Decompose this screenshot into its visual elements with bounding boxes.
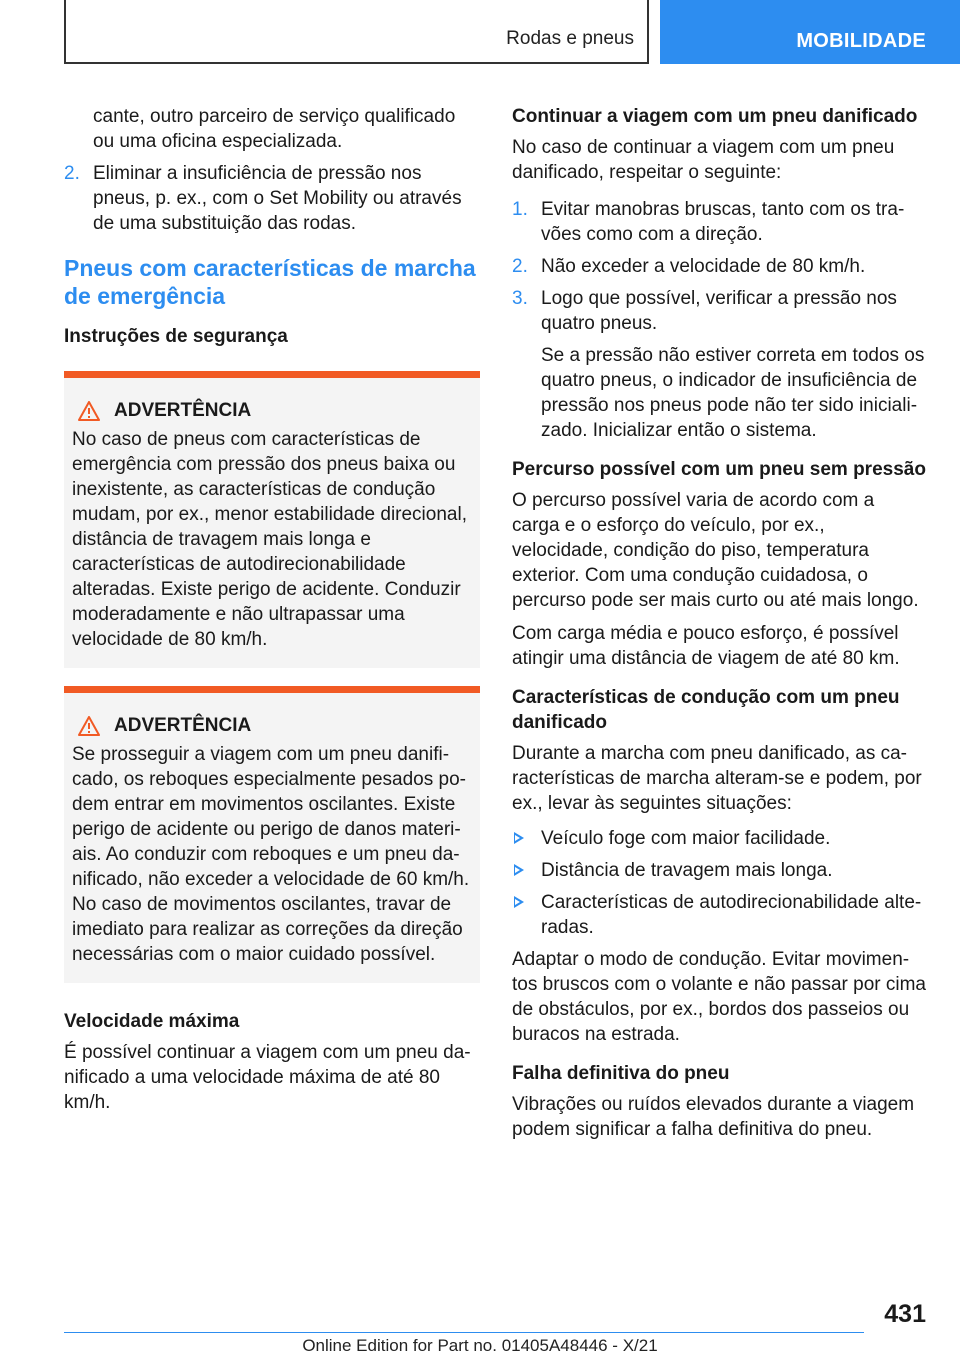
bullet-triangle-icon bbox=[514, 864, 524, 876]
warning-title: ADVERTÊNCIA bbox=[114, 400, 252, 421]
list-number: 1. bbox=[512, 199, 528, 220]
warning-text: No caso de pneus com características de emergência com pressão dos pneus baixa ou inexistente, as características de condução mudam, por ex., menor estabilidade direcional, distância de travagem mais longa e características de autodirecionabilidade alteradas. Existe perigo de acidente. Conduzir moderadamente e não ultrapassar uma velocidade de 80 km/h. bbox=[72, 429, 467, 650]
warning-heading bbox=[72, 398, 472, 423]
warning-text: Se prosseguir a viagem com um pneu danificado, os reboques especialmente pesados podem entrar em movimentos oscilantes. Existe perigo de acidente ou perigo de danos materiais. Ao conduzir com reboques e um pneu danificado, não exceder a velocidade de 60 km/h. No caso de movimentos oscilantes, travar de imediato para realizar as correções da direção necessárias com o maior cuidado possível. bbox=[72, 744, 470, 965]
bullet-triangle-icon bbox=[514, 832, 524, 844]
list-item-text: Eliminar a insuficiência de pressão nos pneus, p. ex., com o Set Mobility ou através de uma substituição das rodas. bbox=[93, 163, 462, 234]
paragraph: No caso de continuar a viagem com um pneu danificado, respeitar o seguinte: bbox=[512, 137, 895, 183]
bullet-triangle-icon bbox=[514, 896, 524, 908]
list-item-2 bbox=[512, 254, 926, 279]
right-column bbox=[512, 104, 926, 1150]
footer-edition-text: Online Edition for Part no. 01405A48446 - X/21 bbox=[302, 1336, 658, 1355]
paragraph: É possível continuar a viagem com um pneu danificado a uma velocidade máxima de até 80 km/h. bbox=[64, 1042, 471, 1113]
warning-box bbox=[64, 371, 480, 668]
subsection-title: Velocidade máxima bbox=[64, 1011, 240, 1032]
list-item-1 bbox=[512, 197, 926, 247]
bullet-text: Características de autodirecionabilidade alteradas. bbox=[541, 892, 922, 938]
list-number: 3. bbox=[512, 288, 528, 309]
list-item-text: cante, outro parceiro de serviço qualificado ou uma oficina especializada. bbox=[93, 106, 456, 152]
bullet-item bbox=[512, 826, 926, 851]
warning-heading bbox=[72, 713, 472, 738]
list-item-text: Se a pressão não estiver correta em todos os quatro pneus, o indicador de insuficiência de pressão nos pneus pode não ter sido inicializado. Inicializar então o sistema. bbox=[541, 345, 925, 441]
header-chapter-tab: MOBILIDADE bbox=[660, 0, 960, 64]
header-section-title: Rodas e pneus bbox=[506, 28, 634, 49]
bullet-text: Veículo foge com maior facilidade. bbox=[541, 828, 831, 849]
paragraph: Vibrações ou ruídos elevados durante a viagem podem significar a falha definitiva do pneu. bbox=[512, 1094, 915, 1140]
paragraph: Durante a marcha com pneu danificado, as características de marcha alteram-se e podem, por ex., levar às seguintes situações: bbox=[512, 743, 922, 814]
warning-triangle-icon bbox=[78, 401, 100, 421]
subsection-title: Características de condução com um pneu danificado bbox=[512, 687, 900, 733]
warning-box bbox=[64, 686, 480, 983]
list-item-text: Não exceder a velocidade de 80 km/h. bbox=[541, 256, 866, 277]
list-item-text: Evitar manobras bruscas, tanto com os travões como com a direção. bbox=[541, 199, 905, 245]
paragraph: Com carga média e pouco esforço, é possível atingir uma distância de viagem de até 80 km. bbox=[512, 623, 900, 669]
footer-rule bbox=[64, 1332, 864, 1333]
list-item-continuation bbox=[64, 104, 480, 154]
left-column bbox=[64, 104, 480, 1123]
list-number: 2. bbox=[64, 163, 80, 184]
page-number: 431 bbox=[884, 1300, 926, 1328]
list-item-3 bbox=[512, 286, 926, 336]
warning-triangle-icon bbox=[78, 716, 100, 736]
list-item-text: Logo que possível, verificar a pressão nos quatro pneus. bbox=[541, 288, 897, 334]
subsection-title: Percurso possível com um pneu sem pressão bbox=[512, 459, 926, 480]
section-title: Pneus com características de marcha de emergência bbox=[64, 255, 476, 309]
paragraph: Adaptar o modo de condução. Evitar movimentos bruscos com o volante e não passar por cima de obstáculos, por ex., bordos dos passeios ou buracos na estrada. bbox=[512, 949, 926, 1045]
bullet-text: Distância de travagem mais longa. bbox=[541, 860, 833, 881]
list-number: 2. bbox=[512, 256, 528, 277]
subsection-title: Continuar a viagem com um pneu danificado bbox=[512, 106, 918, 127]
bullet-item bbox=[512, 858, 926, 883]
list-item-note bbox=[512, 343, 926, 443]
paragraph: O percurso possível varia de acordo com a carga e o esforço do veículo, por ex., velocidade, condição do piso, temperatura exterior. Com uma condução cuidadosa, o percurso pode ser mais curto ou até mais longo. bbox=[512, 490, 919, 611]
bullet-item bbox=[512, 890, 926, 940]
subsection-title: Falha definitiva do pneu bbox=[512, 1063, 730, 1084]
subsection-title: Instruções de segurança bbox=[64, 326, 288, 347]
list-item-2 bbox=[64, 161, 480, 236]
warning-title: ADVERTÊNCIA bbox=[114, 715, 252, 736]
